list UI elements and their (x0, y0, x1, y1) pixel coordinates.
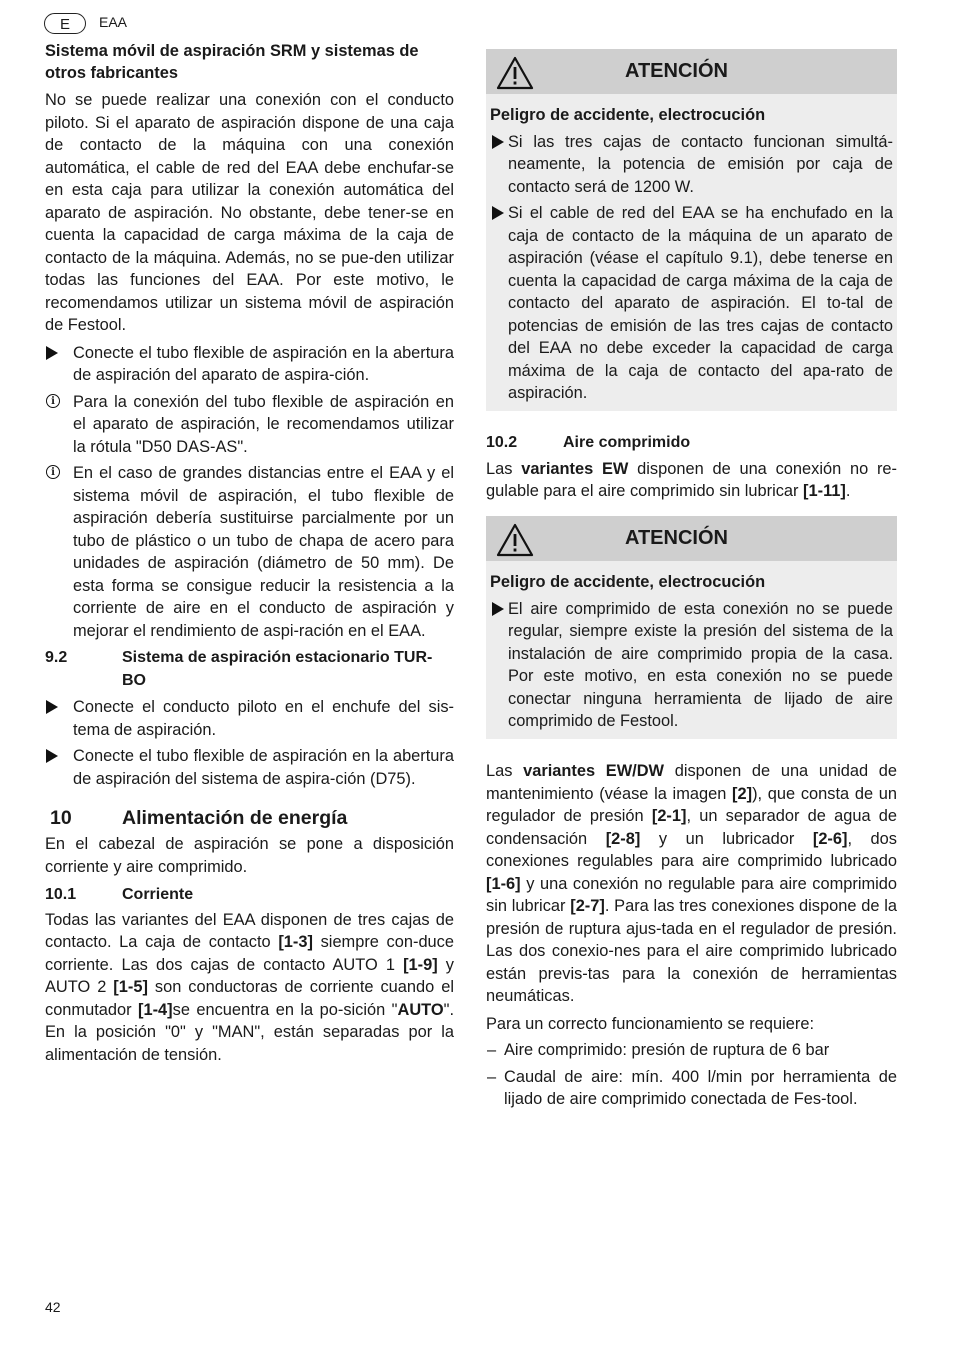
section-title: Aire comprimido (563, 434, 691, 451)
srm-step-1-text: Conecte el tubo flexible de aspiración en la abertura de aspiración del aparato de aspira-ción. (73, 343, 454, 384)
warning-title: ATENCIÓN (625, 60, 728, 82)
s92-step-2-text: Conecte el tubo flexible de aspiración en la abertura de aspiración del sistema de aspira-ción (D75). (73, 747, 454, 788)
requirement-item-2 (486, 1066, 897, 1111)
warn1-item-1 (490, 131, 893, 199)
srm-step-1 (45, 342, 454, 387)
section-number: 10.2 (486, 434, 518, 451)
arrow-bullet-icon (492, 206, 504, 220)
warning-triangle-icon (496, 56, 534, 90)
warning-box-1 (486, 49, 897, 411)
section-title: Corriente (122, 886, 194, 903)
section-10-2 (486, 432, 897, 503)
language-badge: E (44, 13, 86, 34)
s102-paragraph: Las variantes EW disponen de una conexión no re-gulable para el aire comprimido sin lubricar [1-11]. (486, 459, 897, 500)
warn1-item-2-text: Si el cable de red del EAA se ha enchufado en la caja de contacto de la máquina de un aparato de aspiración (véase el capítulo 9.1), debe tenerse en cuenta la capacidad de carga máxima de la caja de contacto del aparato de aspiración. El to-tal de potencias de emisión de las tres cajas de contacto del EAA no debe exceder la capacidad de carga máxima de la caja de contacto del apa-rato de aspiración. (508, 204, 893, 402)
section-10-heading (45, 805, 454, 831)
s101-paragraph: Todas las variantes del EAA disponen de tres cajas de contacto. La caja de contacto [1-3] siempre con-duce corriente. Las dos cajas de contacto AUTO 1 [1-9] y AUTO 2 [1-5] son conductoras de corriente cuando el conmutador [1-4]se encuentra en la po-sición "AUTO". En la posición "0" y "MAN", están separadas por la alimentación de tensión. (45, 910, 455, 1064)
dash-marker: – (487, 1041, 497, 1059)
srm-paragraph: No se puede realizar una conexión con el conducto piloto. Si el aparato de aspiración dispone de una caja de contacto de la máquina con una conexión automática, el cable de red del EAA debe enchufar-se en esta caja para utilizar la conexión automática del aparato de aspiración. No obstante, debe tener-se en cuenta la capacidad de carga máxima de la caja de contacto de la máquina. Además, no se pue-den utilizar todas las funciones del EAA. Por este motivo, le recomendamos utilizar un sistema móvil de aspiración de Festool. (45, 91, 454, 334)
arrow-bullet-icon (46, 346, 58, 360)
section-title: Sistema de aspiración estacionario TUR-BO (122, 649, 433, 689)
section-10-1-heading (45, 884, 454, 907)
ewdw-paragraph: Las variantes EW/DW disponen de una unidad de mantenimiento (véase la imagen [2]), que consta de un regulador de presión [2-1], un separador de agua de condensación [2-8] y un lubricador [2-6], dos conexiones regulables para aire comprimido lubricado [1-6] y una conexión no regulable para aire comprimido sin lubricar [2-7]. Para las tres conexiones dispone de la presión de ruptura ajus-tada en el regulador de presión. Las dos conexio-nes para el aire comprimido lubricado están previs-tas para la conexión de herramientas neumáticas. (486, 762, 897, 1005)
section-10-2-heading (486, 432, 897, 455)
product-label: EAA (99, 14, 128, 30)
requirement-2-text: Caudal de aire: mín. 400 l/min por herramienta de lijado de aire comprimido conectada de Fes-tool. (504, 1067, 897, 1108)
warning-header (486, 516, 897, 561)
s92-step-1 (45, 696, 454, 741)
page-number: 42 (45, 1299, 61, 1315)
warning-title: ATENCIÓN (625, 527, 728, 549)
warn2-item-1-text: El aire comprimido de esta conexión no se puede regular, siempre existe la presión del sistema de la instalación de aire comprimido propia de la casa. Por este motivo, en esta conexión no se puede conectar ninguna herramienta de lijado de aire comprimido de Festool. (508, 599, 893, 730)
srm-info-1 (45, 391, 454, 459)
arrow-bullet-icon (492, 135, 504, 149)
requirement-1-text: Aire comprimido: presión de ruptura de 6 bar (504, 1041, 830, 1059)
srm-info-2-text: En el caso de grandes distancias entre el EAA y el sistema móvil de aspiración, el tubo flexible de aspiración debería sustituirse parcialmente por un tubo de plástico o un tubo de chapa de acero para unidades de aspiración (diámetro de 50 mm). De esta forma se consigue reducir la resistencia a la corriente de aire en el conducto de aspiración y mejorar el rendimiento de aspi-ración en el EAA. (73, 464, 454, 640)
ewdw-section (486, 760, 897, 1111)
warning-header (486, 49, 897, 94)
requirements-intro: Para un correcto funcionamiento se requiere: (486, 1014, 814, 1033)
info-icon: i (46, 394, 60, 408)
arrow-bullet-icon (46, 749, 58, 763)
warning-box-2 (486, 516, 897, 739)
requirement-item-1 (486, 1039, 897, 1062)
srm-info-1-text: Para la conexión del tubo flexible de aspiración en el aparato de aspiración, le recomendamos utilizar la rótula "D50 DAS-AS". (73, 392, 454, 456)
section-number: 9.2 (45, 649, 68, 666)
srm-heading: Sistema móvil de aspiración SRM y sistemas de otros fabricantes (45, 42, 419, 82)
arrow-bullet-icon (46, 700, 58, 714)
section-number: 10.1 (45, 886, 77, 903)
section-number: 10 (50, 807, 72, 829)
section-9-2-heading (45, 647, 454, 692)
info-icon: i (46, 465, 60, 479)
arrow-bullet-icon (492, 602, 504, 616)
warn1-item-1-text: Si las tres cajas de contacto funcionan simultá-neamente, la potencia de emisión por caja de contacto será de 1200 W. (508, 132, 893, 196)
section-title: Alimentación de energía (122, 807, 348, 829)
warn2-item-1 (490, 598, 893, 733)
warn1-item-2 (490, 202, 893, 405)
s92-step-2 (45, 745, 454, 790)
warning-triangle-icon (496, 523, 534, 557)
dash-marker: – (487, 1067, 497, 1086)
warning-subtitle: Peligro de accidente, electrocución (490, 573, 766, 591)
s92-step-1-text: Conecte el conducto piloto en el enchufe del sis-tema de aspiración. (73, 698, 454, 739)
s10-paragraph: En el cabezal de aspiración se pone a disposición corriente y aire comprimido. (45, 835, 454, 876)
srm-info-2 (45, 462, 454, 642)
warning-subtitle: Peligro de accidente, electrocución (490, 106, 766, 124)
